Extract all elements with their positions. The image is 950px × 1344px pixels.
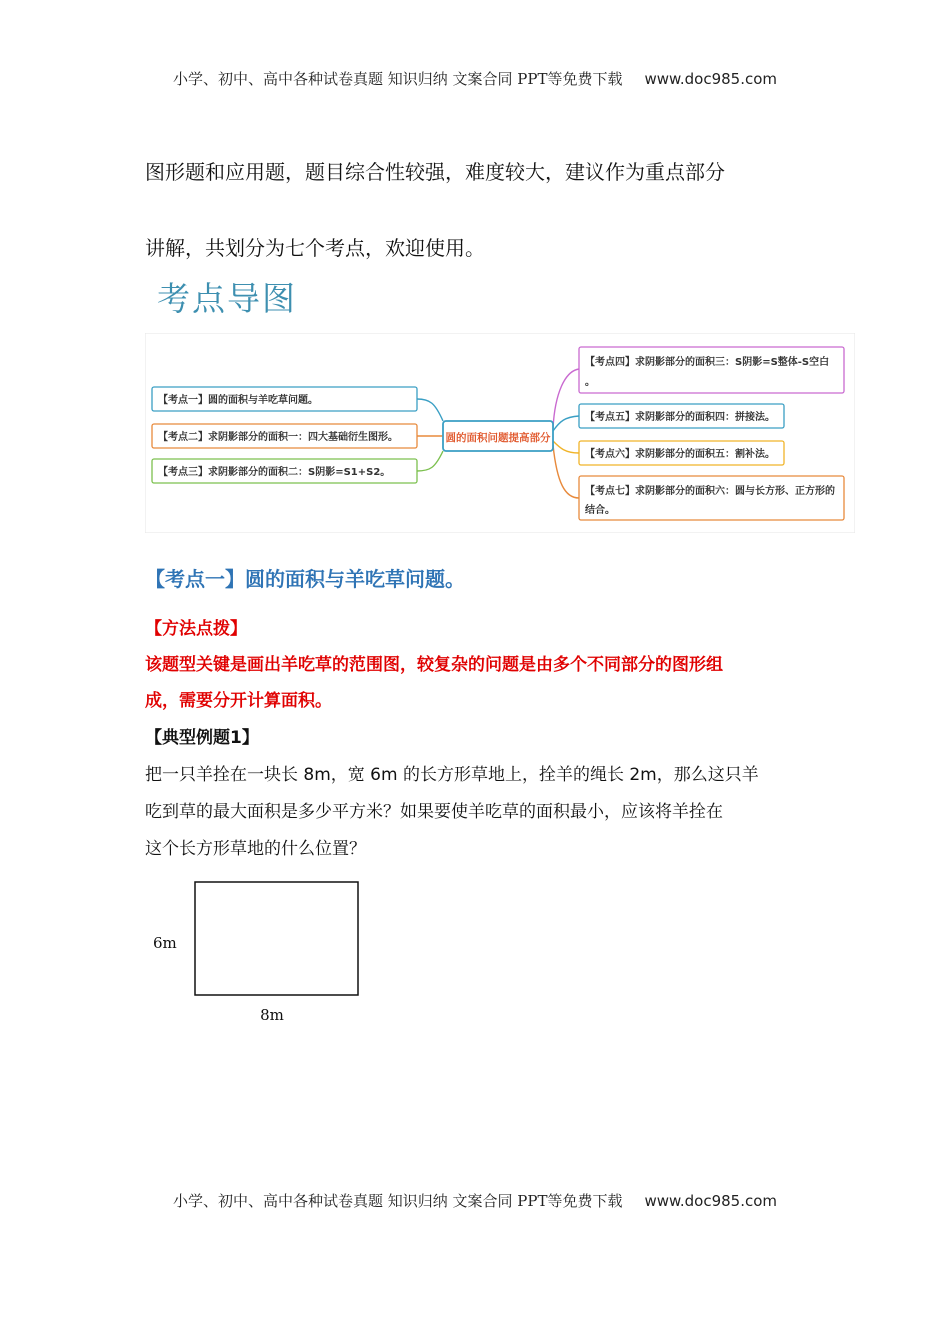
mindmap-node-7-box [579,476,844,520]
intro-line-2: 讲解，共划分为七个考点，欢迎使用。 [145,236,485,260]
grass-rectangle-figure [145,870,385,1030]
question-line-3: 这个长方形草地的什么位置？ [145,839,366,859]
mindmap-node-5: 【考点五】求阴影部分的面积四：拼接法。 [585,412,775,423]
mindmap-center-label: 圆的面积问题提高部分 [445,432,551,444]
height-label: 6m [153,934,177,952]
example-label: 【典型例题1】 [145,728,259,748]
mindmap-title: 考点导图 [157,279,297,318]
page-footer [0,1190,950,1211]
section-title: 【考点一】圆的面积与羊吃草问题。 [145,567,465,591]
header-site-link[interactable]: www.doc985.com [644,70,778,88]
mindmap-node-3: 【考点三】求阴影部分的面积二：S阴影=S1+S2。 [158,467,391,478]
mindmap-diagram [145,333,855,533]
footer-site-link[interactable]: www.doc985.com [644,1192,778,1210]
width-label: 8m [260,1006,284,1024]
question-line-1: 把一只羊拴在一块长 8m，宽 6m 的长方形草地上，拴羊的绳长 2m，那么这只羊 [145,765,759,785]
method-line-2: 成，需要分开计算面积。 [145,691,332,711]
mindmap-node-7-line-1: 【考点七】求阴影部分的面积六：圆与长方形、正方形的 [585,486,835,497]
mindmap-node-6: 【考点六】求阴影部分的面积五：割补法。 [585,449,775,460]
method-line-1: 该题型关键是画出羊吃草的范围图，较复杂的问题是由多个不同部分的图形组 [145,655,723,675]
header-text: 小学、初中、高中各种试卷真题 知识归纳 文案合同 PPT等免费下载 [172,70,623,88]
method-label: 【方法点拨】 [145,619,247,639]
mindmap-node-4-box [579,347,844,393]
mindmap-node-1: 【考点一】圆的面积与羊吃草问题。 [158,395,318,406]
mindmap-node-4-line-2: 。 [585,377,595,388]
question-line-2: 吃到草的最大面积是多少平方米？如果要使羊吃草的面积最小，应该将羊拴在 [145,802,723,822]
grass-rectangle [195,882,358,995]
intro-line-1: 图形题和应用题，题目综合性较强，难度较大，建议作为重点部分 [145,160,725,184]
page-header [0,68,950,89]
footer-text: 小学、初中、高中各种试卷真题 知识归纳 文案合同 PPT等免费下载 [172,1192,623,1210]
mindmap-node-2: 【考点二】求阴影部分的面积一：四大基础衍生图形。 [158,432,398,443]
mindmap-node-7-line-2: 结合。 [585,505,615,516]
mindmap-node-4-line-1: 【考点四】求阴影部分的面积三：S阴影=S整体-S空白 [585,357,830,368]
